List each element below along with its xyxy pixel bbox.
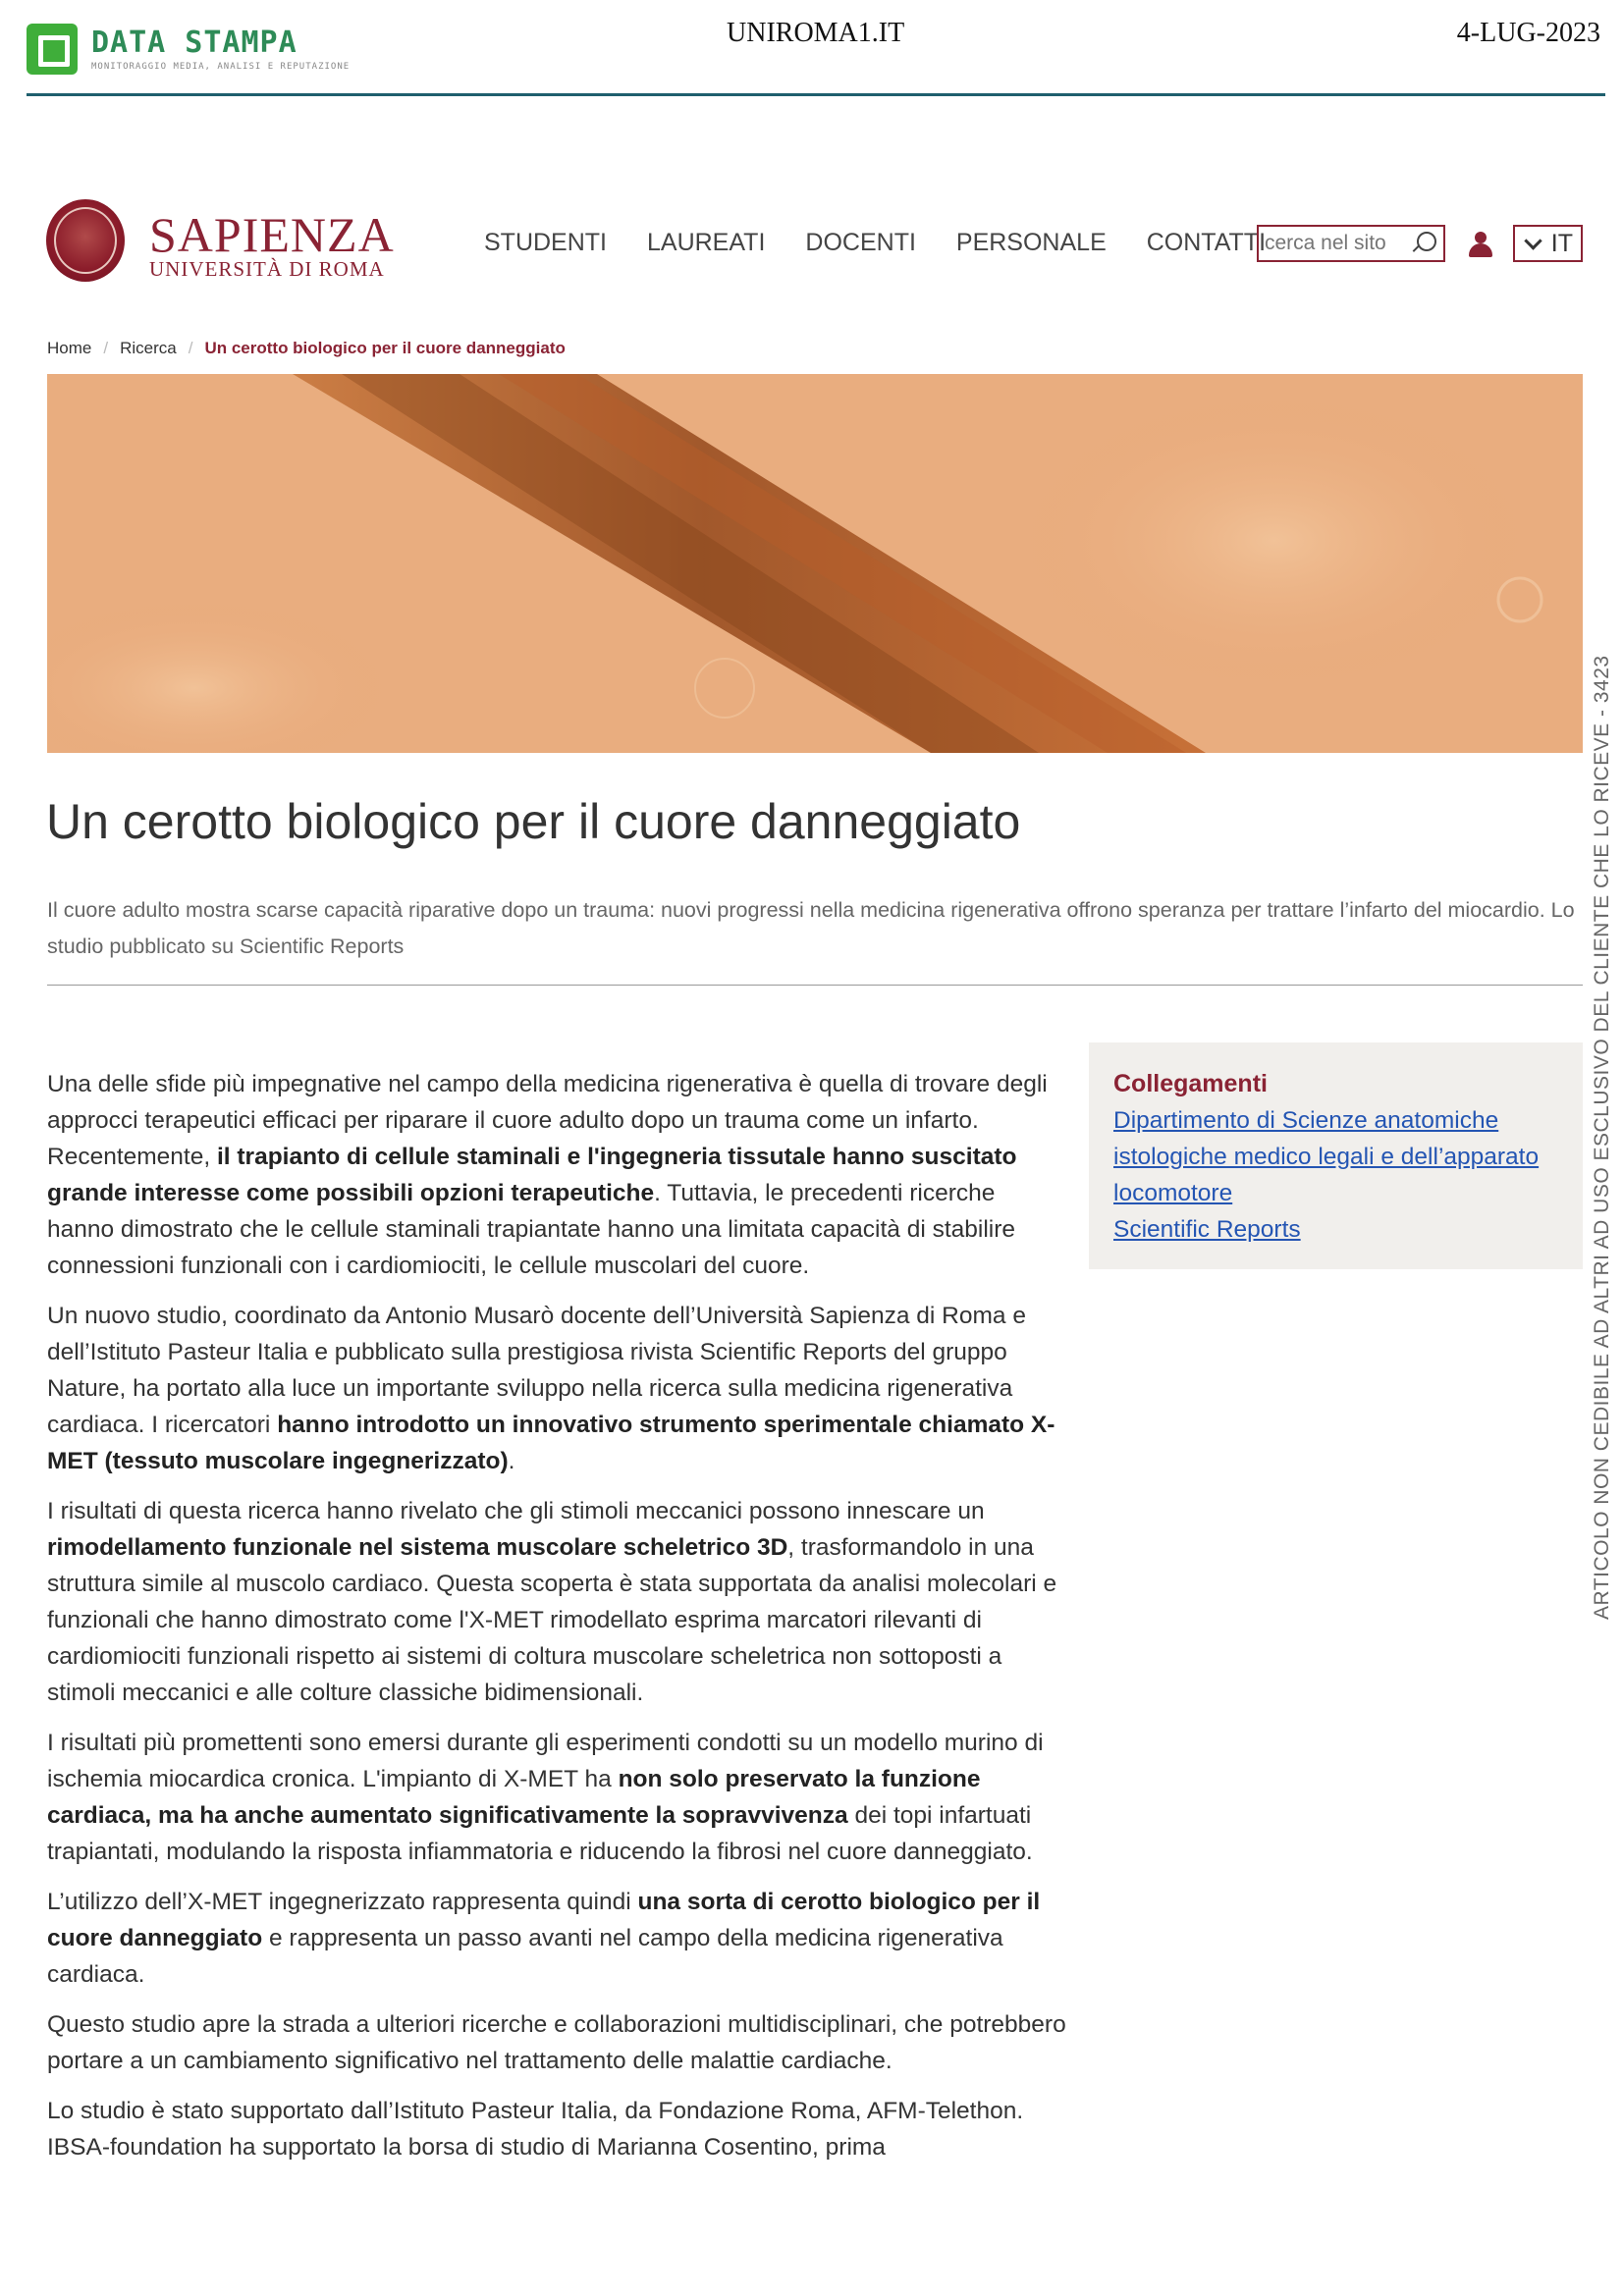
article-lede: Il cuore adulto mostra scarse capacità riparative dopo un trauma: nuovi progressi nella medicina rigenerativa offrono speranza per trattare l’infarto del miocardio. Lo studio pubblicato su Scientific Reports <box>47 898 1575 958</box>
lede-divider <box>47 985 1583 986</box>
chevron-down-icon <box>1524 232 1542 249</box>
nav-studenti[interactable]: STUDENTI <box>484 229 607 256</box>
university-brand[interactable] <box>149 207 395 282</box>
paragraph-6: Questo studio apre la strada a ulteriori ricerche e collaborazioni multidisciplinari, che potrebbero portare a un cambiamento significativo nel trattamento delle malattie cardiache. <box>47 2011 1066 2074</box>
breadcrumb-separator: / <box>188 339 193 357</box>
hero-image <box>47 374 1583 753</box>
clipping-source: UNIROMA1.IT <box>727 18 905 48</box>
university-seal-icon[interactable] <box>46 199 125 282</box>
links-box <box>1089 1042 1583 1269</box>
breadcrumb-home[interactable]: Home <box>47 339 92 357</box>
breadcrumb-current: Un cerotto biologico per il cuore danneggiato <box>204 339 566 357</box>
language-selector[interactable] <box>1513 225 1583 262</box>
agency-tagline: MONITORAGGIO MEDIA, ANALISI E REPUTAZIONE <box>91 61 351 72</box>
hero-image-artwork <box>47 374 1583 753</box>
search-icon[interactable] <box>1417 232 1436 251</box>
breadcrumb <box>47 339 566 358</box>
language-label: IT <box>1550 229 1573 257</box>
nav-laureati[interactable]: LAUREATI <box>647 229 766 256</box>
clipping-divider <box>27 93 1605 96</box>
search-input[interactable] <box>1259 227 1412 260</box>
nav-personale[interactable]: PERSONALE <box>955 229 1107 256</box>
paragraph-4: I risultati più promettenti sono emersi durante gli esperimenti condotti su un modello murino di ischemia miocardica cronica. L'impianto di X-MET ha non solo preservato la funzione cardiaca, ma ha anche aumentato significativamente la sopravvivenza dei topi infartuati trapiantati, modulando la risposta infiammatoria e riducendo la fibrosi nel cuore danneggiato. <box>47 1730 1044 1865</box>
breadcrumb-section[interactable]: Ricerca <box>120 339 177 357</box>
paragraph-7: Lo studio è stato supportato dall’Istituto Pasteur Italia, da Fondazione Roma, AFM-Telethon. IBSA-foundation ha supportato la borsa di studio di Marianna Cosentino, prima <box>47 2098 1024 2161</box>
link-scientific-reports[interactable]: Scientific Reports <box>1113 1216 1301 1243</box>
brand-subtitle: UNIVERSITÀ DI ROMA <box>149 257 385 281</box>
agency-name: DATA STAMPA <box>91 25 298 60</box>
brand-name: SAPIENZA <box>149 207 395 262</box>
user-icon[interactable] <box>1469 232 1492 259</box>
article-body <box>47 1066 1068 2179</box>
clipping-date: 4-LUG-2023 <box>1456 18 1600 48</box>
breadcrumb-separator: / <box>103 339 109 357</box>
page-title: Un cerotto biologico per il cuore danneggiato <box>46 794 1021 849</box>
links-title: Collegamenti <box>1113 1070 1268 1097</box>
search-box <box>1257 225 1445 262</box>
data-stampa-logo <box>27 24 350 75</box>
paragraph-1: Una delle sfide più impegnative nel campo della medicina rigenerativa è quella di trovare degli approcci terapeutici efficaci per riparare il cuore adulto dopo un trauma come un infarto. Recentemente, il trapianto di cellule staminali e l'ingegneria tissutale hanno suscitato grande interesse come possibili opzioni terapeutiche. Tuttavia, le precedenti ricerche hanno dimostrato che le cellule staminali trapiantate hanno una limitata capacità di stabilire connessioni funzionali con i cardiomiociti, le cellule muscolari del cuore. <box>47 1071 1048 1279</box>
data-stampa-logo-icon <box>27 24 78 75</box>
link-dipartimento[interactable]: Dipartimento di Scienze anatomiche istologiche medico legali e dell’apparato locomotore <box>1113 1107 1540 1206</box>
nav-contatti[interactable]: CONTATTI <box>1146 229 1267 256</box>
nav-docenti[interactable]: DOCENTI <box>805 229 916 256</box>
paragraph-2: Un nuovo studio, coordinato da Antonio Musarò docente dell’Università Sapienza di Roma e dell’Istituto Pasteur Italia e pubblicato sulla prestigiosa rivista Scientific Reports del gruppo Nature, ha portato alla luce un importante sviluppo nella ricerca sulla medicina rigenerativa cardiaca. I ricercatori hanno introdotto un innovativo strumento sperimentale chiamato X-MET (tessuto muscolare ingegnerizzato). <box>47 1303 1055 1474</box>
side-notice: ARTICOLO NON CEDIBILE AD ALTRI AD USO ESCLUSIVO DEL CLIENTE CHE LO RICEVE - 3423 <box>1591 655 1613 1620</box>
paragraph-3: I risultati di questa ricerca hanno rivelato che gli stimoli meccanici possono innescare un rimodellamento funzionale nel sistema muscolare scheletrico 3D, trasformandolo in una struttura simile al muscolo cardiaco. Questa scoperta è stata supportata da analisi molecolari e funzionali che hanno dimostrato come l'X-MET rimodellato esprima marcatori rilevanti di cardiomiociti funzionali rispetto ai sistemi di coltura muscolare scheletrica non sottoposti a stimoli meccanici e alle colture classiche bidimensionali. <box>47 1498 1057 1706</box>
paragraph-5: L’utilizzo dell’X-MET ingegnerizzato rappresenta quindi una sorta di cerotto biologico per il cuore danneggiato e rappresenta un passo avanti nel campo della medicina rigenerativa cardiaca. <box>47 1889 1041 1988</box>
main-nav <box>484 229 1306 257</box>
